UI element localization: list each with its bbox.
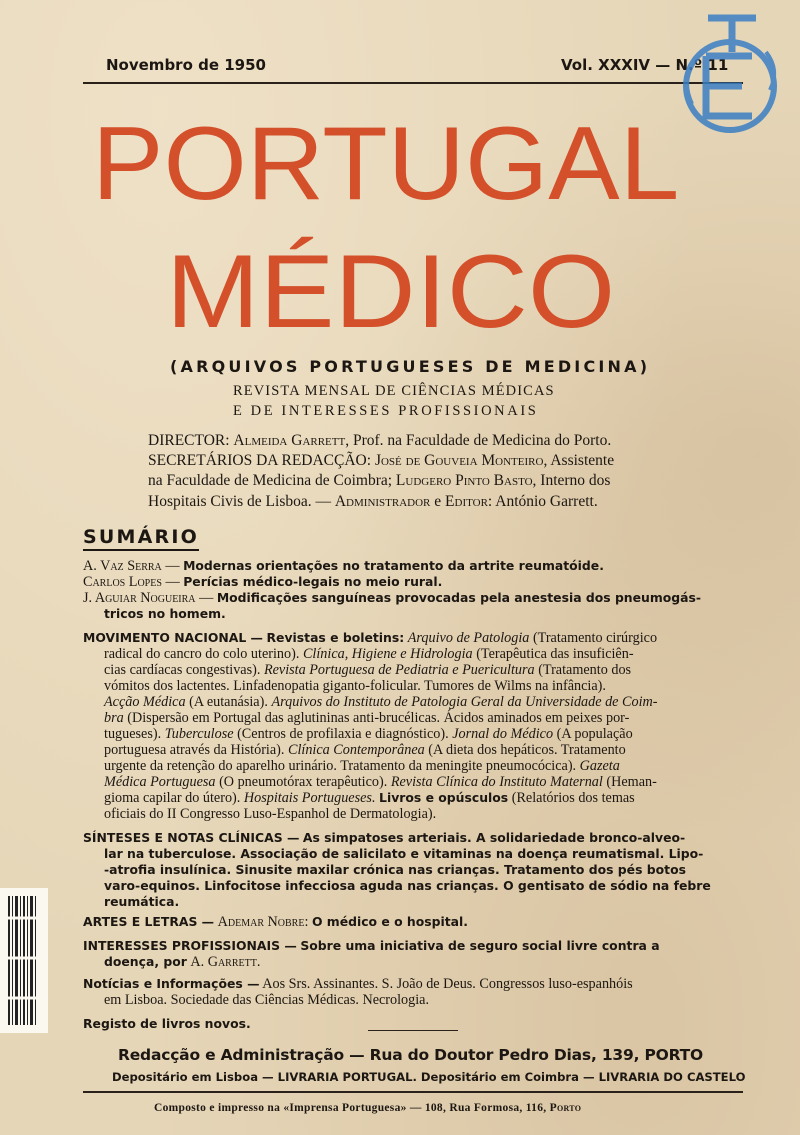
administrator-line bbox=[148, 493, 598, 511]
movimento-text: (Tratamento cirúrgico bbox=[532, 630, 658, 646]
sinteses-text: varo-equinos. Linfocitose infecciosa aguda nas crianças. O gentisato de sódio na febre bbox=[104, 878, 711, 893]
journal-title: Jornal do Médico bbox=[452, 726, 554, 742]
journal-title: bra bbox=[104, 710, 124, 726]
masthead-title-line-2: MÉDICO bbox=[166, 234, 616, 350]
masthead-subtitle: (ARQUIVOS PORTUGUESES DE MEDICINA) bbox=[170, 357, 651, 376]
sinteses-text: lar na tuberculose. Associação de salicilato e vitaminas na doença reumatismal. Lipo- bbox=[104, 846, 704, 861]
movimento-text: (A eutanásia). bbox=[189, 694, 268, 710]
article-3-continued bbox=[104, 606, 226, 622]
interesses-text: doença, por bbox=[104, 954, 187, 969]
journal-title: Revista Portuguesa de Pediatria e Puericultura bbox=[263, 662, 535, 678]
administrator-and: e bbox=[434, 493, 442, 510]
interesses-line-1 bbox=[83, 938, 660, 954]
director-line bbox=[148, 432, 611, 450]
movimento-text: cias cardíacas congestivas). bbox=[104, 662, 261, 678]
journal-title: Revista Clínica do Instituto Maternal bbox=[390, 774, 603, 790]
movimento-heading: MOVIMENTO NACIONAL — bbox=[83, 630, 263, 645]
movimento-line-2 bbox=[104, 646, 634, 662]
article-1-author: A. Vaz Serra — bbox=[83, 558, 180, 574]
printer-city: Porto bbox=[549, 1102, 582, 1114]
secretary-1-title-b: na Faculdade de Medicina de Coimbra; bbox=[148, 472, 393, 489]
sinteses-line-4 bbox=[104, 878, 711, 894]
movimento-text: gioma capilar do útero). bbox=[104, 790, 241, 806]
movimento-text: (O pneumotórax terapêutico). bbox=[219, 774, 388, 790]
journal-title: Arquivos do Instituto de Patologia Geral da Universidade de Coim- bbox=[271, 694, 658, 710]
movimento-line-11 bbox=[104, 790, 635, 806]
movimento-text: (A população bbox=[556, 726, 633, 742]
sinteses-text: reumática. bbox=[104, 894, 180, 909]
movimento-text: radical do cancro do colo uterino). bbox=[104, 646, 300, 662]
movimento-line-6 bbox=[104, 710, 629, 726]
registo-line bbox=[83, 1016, 251, 1032]
footer-depositaries: Depositário em Lisboa — LIVRARIA PORTUGAL. Depositário em Coimbra — LIVRARIA DO CASTELO bbox=[112, 1070, 746, 1084]
secretary-1-title-a: Assistente bbox=[550, 452, 615, 469]
noticias-line-2 bbox=[104, 992, 429, 1008]
interesses-text: Sobre uma iniciativa de seguro social livre contra a bbox=[300, 938, 660, 953]
secretary-2-title-b: Hospitais Civis de Lisboa. — bbox=[148, 493, 331, 510]
journal-title: Médica Portuguesa bbox=[104, 774, 216, 790]
movimento-text: tugueses). bbox=[104, 726, 162, 742]
director-title: Prof. na Faculdade de Medicina do Porto. bbox=[352, 432, 612, 449]
movimento-text: (A dieta dos hepáticos. Tratamento bbox=[428, 742, 626, 758]
secretary-1-name: José de Gouveia Monteiro, bbox=[374, 452, 548, 469]
movimento-line-10 bbox=[104, 774, 657, 790]
library-stamp bbox=[668, 12, 788, 142]
noticias-heading: Notícias e Informações — bbox=[83, 976, 260, 991]
journal-title: Gazeta bbox=[579, 758, 620, 774]
secretary-2-name: Ludgero Pinto Basto, bbox=[395, 472, 537, 489]
administrator-label: Administrador bbox=[334, 493, 431, 510]
interesses-author: A. Garrett. bbox=[190, 954, 261, 970]
printer-text: Composto e impresso na «Imprensa Portuguesa» — 108, Rua Formosa, 116, bbox=[154, 1102, 547, 1114]
article-1-title: Modernas orientações no tratamento da artrite reumatóide. bbox=[183, 558, 604, 573]
article-3 bbox=[83, 590, 701, 606]
movimento-text: (Terapêutica das insuficiên- bbox=[476, 646, 634, 662]
secretary-2-title-a: Interno dos bbox=[540, 472, 611, 489]
journal-title: Clínica Contemporânea bbox=[287, 742, 425, 758]
movimento-line-5 bbox=[104, 694, 657, 710]
article-3-title-a: Modificações sanguíneas provocadas pela anestesia dos pneumogás- bbox=[216, 590, 702, 605]
movimento-line-4 bbox=[104, 678, 606, 694]
administrator-name: António Garrett. bbox=[495, 493, 598, 510]
article-3-author: J. Aguiar Nogueira — bbox=[83, 590, 214, 606]
barcode-label bbox=[0, 888, 48, 1033]
movimento-line-12 bbox=[104, 806, 436, 822]
secretaries-line-2 bbox=[148, 472, 610, 490]
movimento-line-8 bbox=[104, 742, 626, 758]
printer-line bbox=[154, 1102, 581, 1114]
journal-title: Arquivo de Patologia bbox=[407, 630, 530, 646]
movimento-text: portuguesa através da História). bbox=[104, 742, 285, 758]
movimento-text: (Centros de profilaxia e diagnóstico). bbox=[237, 726, 449, 742]
artes-heading: ARTES E LETRAS — bbox=[83, 914, 215, 929]
header-rule bbox=[83, 82, 743, 84]
artes-author: Ademar Nobre: bbox=[217, 914, 309, 930]
secretaries-label: SECRETÁRIOS DA REDACÇÃO: bbox=[148, 452, 372, 469]
movimento-text: vómitos dos lactentes. Linfadenopatia giganto-folicular. Tumores de Wilms na infância). bbox=[104, 678, 606, 694]
movimento-line-7 bbox=[104, 726, 633, 742]
registo-text: Registo de livros novos. bbox=[83, 1016, 251, 1031]
movimento-line-1 bbox=[83, 630, 657, 646]
secretaries-line bbox=[148, 452, 614, 470]
tagline-line-2: E DE INTERESSES PROFISSIONAIS bbox=[233, 403, 539, 419]
journal-title: Tuberculose bbox=[164, 726, 234, 742]
interesses-line-2 bbox=[104, 954, 260, 970]
director-name: Almeida Garrett, bbox=[233, 432, 350, 449]
director-label: DIRECTOR: bbox=[148, 432, 230, 449]
movimento-text: (Relatórios dos temas bbox=[511, 790, 635, 806]
article-2-title: Perícias médico-legais no meio rural. bbox=[183, 574, 443, 589]
tagline-line-1: REVISTA MENSAL DE CIÊNCIAS MÉDICAS bbox=[233, 383, 555, 399]
issue-date: Novembro de 1950 bbox=[106, 56, 266, 74]
movimento-text: (Dispersão em Portugal das aglutininas anti-brucélicas. Ácidos aminados em peixes por- bbox=[127, 710, 630, 726]
sinteses-line-3 bbox=[104, 862, 686, 878]
movimento-text: (Tratamento dos bbox=[538, 662, 632, 678]
artes-line bbox=[83, 914, 468, 930]
movimento-line-3 bbox=[104, 662, 631, 678]
editor-label: Editor: bbox=[445, 493, 493, 510]
volume-number: Vol. XXXIV — N.º 11 bbox=[561, 56, 729, 74]
footer-divider bbox=[368, 1030, 458, 1031]
masthead-title-line-1: PORTUGAL bbox=[92, 106, 680, 222]
sinteses-heading: SÍNTESES E NOTAS CLÍNICAS — bbox=[83, 830, 300, 845]
movimento-line-9 bbox=[104, 758, 620, 774]
noticias-text: Aos Srs. Assinantes. S. João de Deus. Congressos luso-espanhóis bbox=[262, 976, 633, 992]
movimento-text: urgente da retenção do aparelho urinário. Tratamento da meningite pneumocócica). bbox=[104, 758, 577, 774]
article-1 bbox=[83, 558, 604, 574]
interesses-heading: INTERESSES PROFISSIONAIS — bbox=[83, 938, 297, 953]
sinteses-line-2 bbox=[104, 846, 703, 862]
footer-address: Redacção e Administração — Rua do Doutor Pedro Dias, 139, PORTO bbox=[118, 1046, 704, 1064]
artes-title: O médico e o hospital. bbox=[311, 914, 468, 929]
article-2-author: Carlos Lopes — bbox=[83, 574, 180, 590]
movimento-text: (Heman- bbox=[606, 774, 657, 790]
movimento-subheading: Revistas e boletins: bbox=[266, 630, 405, 645]
sinteses-line-5 bbox=[104, 894, 179, 910]
footer-rule bbox=[83, 1091, 743, 1093]
journal-title: Acção Médica bbox=[104, 694, 186, 710]
noticias-line-1 bbox=[83, 976, 633, 992]
sinteses-text: As simpatoses arteriais. A solidariedade bronco-alveo- bbox=[302, 830, 686, 845]
summary-heading: SUMÁRIO bbox=[83, 526, 199, 551]
sinteses-line-1 bbox=[83, 830, 685, 846]
article-3-title-b: tricos no homem. bbox=[104, 606, 226, 621]
movimento-text: oficiais do II Congresso Luso-Espanhol de Dermatologia). bbox=[104, 806, 437, 822]
noticias-text: em Lisboa. Sociedade das Ciências Médicas. Necrologia. bbox=[104, 992, 430, 1008]
sinteses-text: -atrofia insulínica. Sinusite maxilar crónica nas crianças. Tratamento dos pés botos bbox=[104, 862, 686, 877]
movimento-subheading: Livros e opúsculos bbox=[379, 790, 509, 805]
journal-title: Clínica, Higiene e Hidrologia bbox=[302, 646, 473, 662]
journal-title: Hospitais Portugueses. bbox=[243, 790, 376, 806]
article-2 bbox=[83, 574, 442, 590]
